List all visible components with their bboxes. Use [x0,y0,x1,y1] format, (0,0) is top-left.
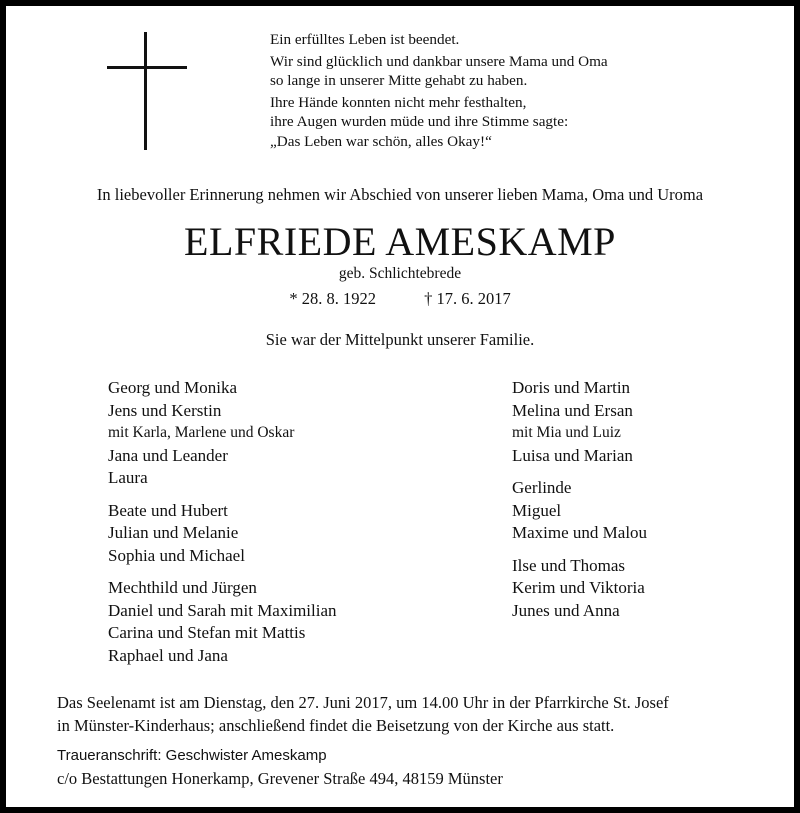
death-date: † 17. 6. 2017 [424,289,511,308]
mourner-group [512,477,647,545]
mourners-right-column [512,377,647,632]
poem [270,30,608,153]
intro-text: In liebevoller Erinnerung nehmen wir Abschied von unserer lieben Mama, Oma und Uroma [96,185,704,204]
mourner-line: Maxime und Malou [512,523,648,542]
mourner-line: Melina und Ersan [512,400,633,420]
poem-stanza [270,30,608,50]
maiden-name: geb. Schlichtebrede [338,265,462,282]
mourner-line: Jens und Kerstin [108,400,222,420]
mourner-line: Luisa und Marian [512,445,633,465]
mourner-line: mit Karla, Marlene und Oskar [108,424,295,441]
birth-date: * 28. 8. 1922 [289,289,376,308]
mourner-line: Raphael und Jana [108,645,228,665]
mourner-group [108,500,337,568]
mourner-line: mit Mia und Luiz [512,424,621,441]
address-label: Traueranschrift: Geschwister Ameskamp [57,747,327,764]
mourner-group [512,555,647,623]
poem-line: Ihre Hände konnten nicht mehr festhalten, [270,93,527,111]
poem-stanza [270,52,608,91]
mourner-line: Gerlinde [512,478,572,497]
mourner-group [108,577,337,667]
life-dates [0,288,800,310]
address-line: c/o Bestattungen Honerkamp, Grevener Straße 494, 48159 Münster [57,768,503,788]
mourner-line: Mechthild und Jürgen [108,578,257,597]
mourning-address [57,745,503,790]
mourners-left-column [108,377,337,677]
mourner-line: Sophia und Michael [108,545,245,565]
deceased-name: ELFRIEDE AMESKAMP [184,219,616,264]
poem-line: ihre Augen wurden müde und ihre Stimme sagte: [270,113,569,130]
mourner-group [512,377,647,467]
poem-line: Ein erfülltes Leben ist beendet. [270,31,460,48]
mourner-line: Georg und Monika [108,378,238,397]
mourner-line: Beate und Hubert [108,500,228,520]
mourner-line: Jana und Leander [108,445,228,465]
mourner-line: Miguel [512,500,562,520]
mourner-line: Junes und Anna [512,600,620,620]
service-info [57,692,669,737]
poem-line: so lange in unserer Mitte gehabt zu haben. [270,72,528,89]
mourner-line: Laura [108,468,148,487]
cross-horizontal-bar [107,66,187,69]
mourner-line: Carina und Stefan mit Mattis [108,623,306,642]
mourner-line: Kerim und Viktoria [512,578,645,597]
service-line: Das Seelenamt ist am Dienstag, den 27. Juni 2017, um 14.00 Uhr in der Pfarrkirche St. Josef [57,693,669,712]
cross-icon [107,32,187,150]
tagline: Sie war der Mittelpunkt unserer Familie. [265,330,535,349]
poem-line: Wir sind glücklich und dankbar unsere Mama und Oma [270,52,608,70]
mourner-line: Daniel und Sarah mit Maximilian [108,600,337,620]
service-line: in Münster-Kinderhaus; anschließend findet die Beisetzung von der Kirche aus statt. [57,715,615,735]
mourner-group [108,377,337,490]
cross-vertical-bar [144,32,147,150]
poem-line: „Das Leben war schön, alles Okay!“ [270,132,492,150]
poem-stanza [270,93,608,152]
mourner-line: Doris und Martin [512,378,631,397]
mourner-line: Julian und Melanie [108,523,239,542]
mourner-line: Ilse und Thomas [512,555,626,575]
